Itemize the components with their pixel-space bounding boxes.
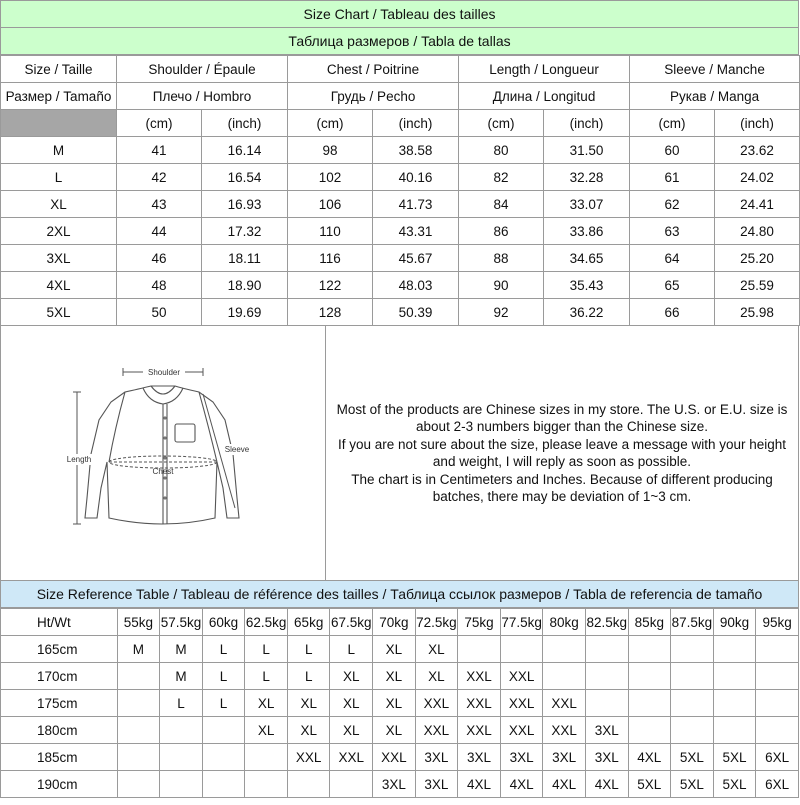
recommended-size-cell [628,717,671,744]
measurement-cell: 63 [630,218,715,245]
recommended-size-cell: XL [287,690,330,717]
recommended-size-cell [117,744,160,771]
length-header: Length / Longueur [459,56,630,83]
recommended-size-cell: 5XL [628,771,671,798]
measurement-cell: 33.07 [544,191,630,218]
recommended-size-cell: XL [415,636,458,663]
size-cell: XL [1,191,117,218]
measurement-cell: 34.65 [544,245,630,272]
size-row-xl [1,191,800,218]
measurement-cell: 33.86 [544,218,630,245]
recommended-size-cell: XXL [500,690,543,717]
measurement-cell: 86 [459,218,544,245]
weight-header: 80kg [543,609,586,636]
recommended-size-cell [671,663,714,690]
chest-label: Chest [152,467,174,476]
measurement-cell: 40.16 [373,164,459,191]
recommended-size-cell: 5XL [713,744,756,771]
unit-corner-cell [1,110,117,137]
size-row-2xl [1,218,800,245]
height-row-175cm [1,690,799,717]
measurement-cell: 98 [288,137,373,164]
recommended-size-cell [671,636,714,663]
unit-inch: (inch) [715,110,800,137]
measurement-cell: 88 [459,245,544,272]
measurement-cell: 18.90 [202,272,288,299]
recommended-size-cell [245,771,288,798]
recommended-size-cell: 3XL [585,717,628,744]
size-row-4xl [1,272,800,299]
size-header: Size / Taille [1,56,117,83]
measurement-cell: 110 [288,218,373,245]
measurement-cell: 128 [288,299,373,326]
unit-inch: (inch) [544,110,630,137]
recommended-size-cell: 4XL [500,771,543,798]
height-cell: 175cm [1,690,118,717]
recommended-size-cell [585,663,628,690]
height-row-185cm [1,744,799,771]
recommended-size-cell: L [160,690,203,717]
recommended-size-cell: M [160,663,203,690]
height-row-190cm [1,771,799,798]
recommended-size-cell: XXL [458,690,501,717]
reference-title-table [0,580,799,608]
note-deviation: The chart is in Centimeters and Inches. Because of different producing batches, there may be deviation of 1~3 cm. [351,471,773,504]
chest-header-translation: Грудь / Pecho [288,83,459,110]
measurement-cell: 23.62 [715,137,800,164]
recommended-size-cell: XL [330,717,373,744]
recommended-size-cell: L [245,663,288,690]
recommended-size-cell: XL [373,663,416,690]
weight-header: 75kg [458,609,501,636]
recommended-size-cell: XL [287,717,330,744]
measurement-cell: 43 [117,191,202,218]
shoulder-header: Shoulder / Épaule [117,56,288,83]
shoulder-header-translation: Плечо / Hombro [117,83,288,110]
recommended-size-cell [713,663,756,690]
height-cell: 180cm [1,717,118,744]
reference-rows [1,609,799,798]
size-cell: M [1,137,117,164]
recommended-size-cell [202,717,245,744]
recommended-size-cell: 6XL [756,744,799,771]
weight-header-row [1,609,799,636]
recommended-size-cell: XXL [415,690,458,717]
sleeve-header-translation: Рукав / Manga [630,83,800,110]
weight-header: 95kg [756,609,799,636]
recommended-size-cell [713,690,756,717]
weight-header: 85kg [628,609,671,636]
measurement-cell: 19.69 [202,299,288,326]
recommended-size-cell: 5XL [713,771,756,798]
height-row-180cm [1,717,799,744]
measurement-cell: 32.28 [544,164,630,191]
shirt-diagram [1,326,326,580]
size-notes [326,326,798,580]
unit-cm: (cm) [117,110,202,137]
recommended-size-cell [756,717,799,744]
measurement-cell: 25.20 [715,245,800,272]
recommended-size-cell [245,744,288,771]
measurement-cell: 116 [288,245,373,272]
title-line-2: Таблица размеров / Tabla de tallas [1,28,799,55]
measurement-cell: 43.31 [373,218,459,245]
size-header-translation: Размер / Tamaño [1,83,117,110]
recommended-size-cell: XXL [500,663,543,690]
measurement-cell: 44 [117,218,202,245]
recommended-size-cell: 3XL [500,744,543,771]
measurement-cell: 42 [117,164,202,191]
size-rows [1,137,800,326]
recommended-size-cell: 4XL [543,771,586,798]
weight-header: 65kg [287,609,330,636]
recommended-size-cell: XL [330,690,373,717]
recommended-size-cell: 3XL [373,771,416,798]
recommended-size-cell [585,690,628,717]
recommended-size-cell: L [202,663,245,690]
recommended-size-cell [500,636,543,663]
weight-header: 55kg [117,609,160,636]
measurement-cell: 16.14 [202,137,288,164]
recommended-size-cell: XXL [373,744,416,771]
measurement-cell: 24.02 [715,164,800,191]
height-weight-corner: Ht/Wt [1,609,118,636]
measurement-cell: 17.32 [202,218,288,245]
recommended-size-cell: L [202,636,245,663]
size-chart-table [0,55,800,326]
measurement-cell: 48 [117,272,202,299]
recommended-size-cell: XXL [458,717,501,744]
measurement-cell: 45.67 [373,245,459,272]
recommended-size-cell [585,636,628,663]
recommended-size-cell: XL [245,717,288,744]
recommended-size-cell: 5XL [671,771,714,798]
unit-inch: (inch) [373,110,459,137]
recommended-size-cell [202,744,245,771]
recommended-size-cell [628,690,671,717]
measurement-cell: 84 [459,191,544,218]
sleeve-header: Sleeve / Manche [630,56,800,83]
measurement-cell: 31.50 [544,137,630,164]
measurement-cell: 65 [630,272,715,299]
recommended-size-cell: L [330,636,373,663]
length-label: Length [66,455,92,464]
recommended-size-cell: XXL [500,717,543,744]
recommended-size-cell [756,690,799,717]
weight-header: 60kg [202,609,245,636]
unit-cm: (cm) [630,110,715,137]
size-cell: 4XL [1,272,117,299]
height-row-170cm [1,663,799,690]
measurement-cell: 92 [459,299,544,326]
recommended-size-cell: XXL [415,717,458,744]
measurement-cell: 50 [117,299,202,326]
weight-header: 82.5kg [585,609,628,636]
measurement-cell: 18.11 [202,245,288,272]
size-row-3xl [1,245,800,272]
unit-inch: (inch) [202,110,288,137]
height-cell: 185cm [1,744,118,771]
height-cell: 190cm [1,771,118,798]
size-reference-table [0,608,799,798]
weight-header: 77.5kg [500,609,543,636]
recommended-size-cell: 3XL [585,744,628,771]
title-line-1: Size Chart / Tableau des tailles [1,1,799,28]
size-row-m [1,137,800,164]
recommended-size-cell: 4XL [458,771,501,798]
recommended-size-cell: L [202,690,245,717]
recommended-size-cell: XL [245,690,288,717]
measurement-cell: 41.73 [373,191,459,218]
measurement-cell: 122 [288,272,373,299]
weight-header: 67.5kg [330,609,373,636]
length-header-translation: Длина / Longitud [459,83,630,110]
recommended-size-cell: 6XL [756,771,799,798]
reference-title: Size Reference Table / Tableau de référence des tailles / Таблица ссылок размеров / Tabla de referencia de tamaño [1,581,799,608]
weight-header: 57.5kg [160,609,203,636]
height-cell: 170cm [1,663,118,690]
weight-header: 87.5kg [671,609,714,636]
recommended-size-cell: XXL [543,690,586,717]
size-cell: 3XL [1,245,117,272]
size-cell: 2XL [1,218,117,245]
recommended-size-cell: L [245,636,288,663]
measurement-cell: 38.58 [373,137,459,164]
recommended-size-cell: XXL [287,744,330,771]
measurement-cell: 80 [459,137,544,164]
measurement-cell: 35.43 [544,272,630,299]
measurement-cell: 41 [117,137,202,164]
recommended-size-cell [628,636,671,663]
recommended-size-cell: L [287,636,330,663]
measurement-cell: 16.93 [202,191,288,218]
measurement-cell: 25.59 [715,272,800,299]
recommended-size-cell: XXL [458,663,501,690]
sleeve-label: Sleeve [224,445,250,454]
diagram-and-notes [0,326,799,580]
size-row-5xl [1,299,800,326]
weight-header: 90kg [713,609,756,636]
measurement-cell: 24.80 [715,218,800,245]
note-leave-message: If you are not sure about the size, please leave a message with your height and weight, I will reply as soon as possible. [337,436,787,469]
measurement-cell: 61 [630,164,715,191]
recommended-size-cell: XL [415,663,458,690]
recommended-size-cell [160,717,203,744]
recommended-size-cell: XXL [330,744,373,771]
recommended-size-cell: XL [330,663,373,690]
measurement-cell: 82 [459,164,544,191]
recommended-size-cell [117,771,160,798]
recommended-size-cell [117,717,160,744]
recommended-size-cell [117,690,160,717]
unit-cm: (cm) [459,110,544,137]
recommended-size-cell: 5XL [671,744,714,771]
recommended-size-cell: XL [373,717,416,744]
measurement-cell: 48.03 [373,272,459,299]
measurement-cell: 90 [459,272,544,299]
measurement-cell: 64 [630,245,715,272]
recommended-size-cell [671,717,714,744]
measurement-cell: 16.54 [202,164,288,191]
recommended-size-cell: XL [373,690,416,717]
recommended-size-cell: L [287,663,330,690]
height-row-165cm [1,636,799,663]
recommended-size-cell [713,717,756,744]
recommended-size-cell [117,663,160,690]
recommended-size-cell: M [117,636,160,663]
weight-header: 70kg [373,609,416,636]
weight-header: 72.5kg [415,609,458,636]
measurement-cell: 50.39 [373,299,459,326]
measurement-cell: 62 [630,191,715,218]
size-cell: L [1,164,117,191]
recommended-size-cell: 3XL [415,771,458,798]
measurement-cell: 36.22 [544,299,630,326]
height-cell: 165cm [1,636,118,663]
measurement-cell: 106 [288,191,373,218]
shoulder-label: Shoulder [147,368,181,377]
measurement-cell: 24.41 [715,191,800,218]
note-chinese-sizes: Most of the products are Chinese sizes in my store. The U.S. or E.U. size is about 2-3 numbers bigger than the Chinese size. [336,401,788,434]
recommended-size-cell [543,636,586,663]
measurement-cell: 60 [630,137,715,164]
recommended-size-cell [202,771,245,798]
size-cell: 5XL [1,299,117,326]
recommended-size-cell: 3XL [415,744,458,771]
recommended-size-cell [756,663,799,690]
recommended-size-cell [287,771,330,798]
recommended-size-cell [458,636,501,663]
recommended-size-cell: 4XL [628,744,671,771]
recommended-size-cell: M [160,636,203,663]
size-row-l [1,164,800,191]
recommended-size-cell [330,771,373,798]
recommended-size-cell: XXL [543,717,586,744]
chest-header: Chest / Poitrine [288,56,459,83]
weight-header: 62.5kg [245,609,288,636]
recommended-size-cell [628,663,671,690]
recommended-size-cell: 4XL [585,771,628,798]
recommended-size-cell: 3XL [543,744,586,771]
measurement-cell: 25.98 [715,299,800,326]
recommended-size-cell [160,744,203,771]
recommended-size-cell: XL [373,636,416,663]
measurement-cell: 102 [288,164,373,191]
recommended-size-cell: 3XL [458,744,501,771]
shirt-illustration [63,358,263,548]
title-table [0,0,799,55]
measurement-cell: 66 [630,299,715,326]
unit-cm: (cm) [288,110,373,137]
measurement-cell: 46 [117,245,202,272]
recommended-size-cell [160,771,203,798]
recommended-size-cell [713,636,756,663]
recommended-size-cell [756,636,799,663]
recommended-size-cell [671,690,714,717]
recommended-size-cell [543,663,586,690]
